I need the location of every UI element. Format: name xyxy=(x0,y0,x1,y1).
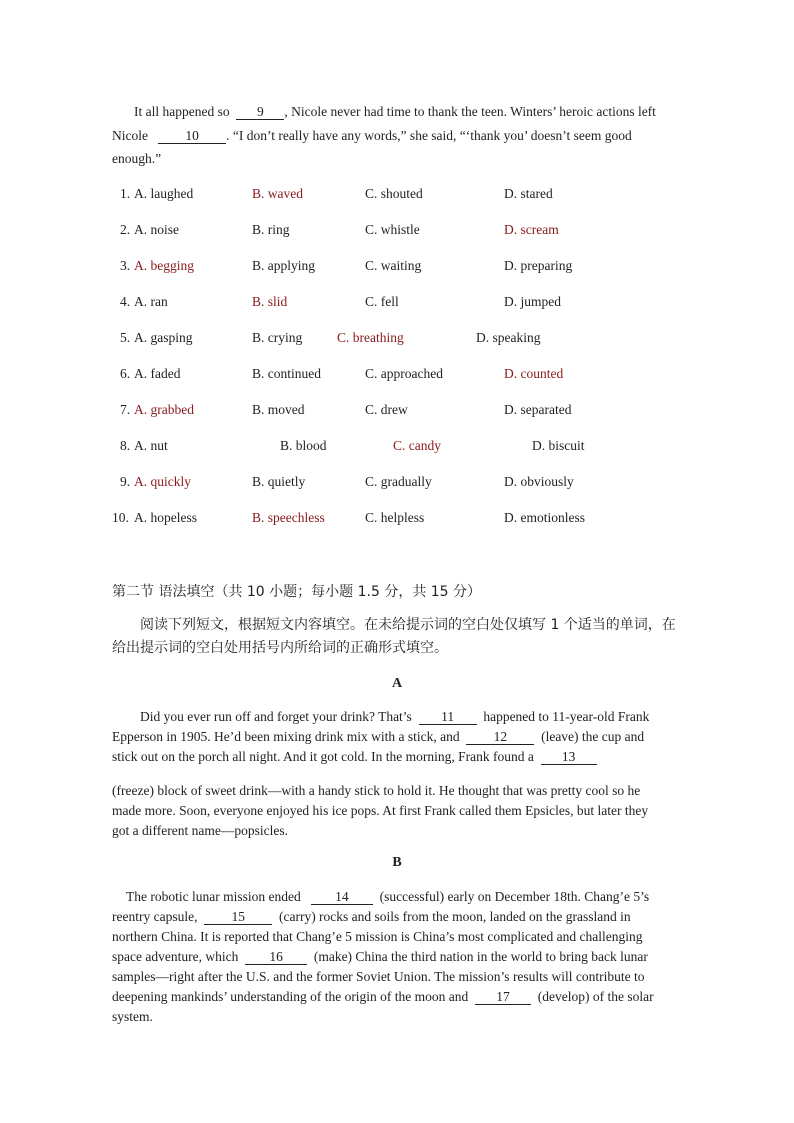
blank-9: 9 xyxy=(236,105,284,120)
option-d: D. preparing xyxy=(504,258,573,273)
passage-line xyxy=(112,987,680,1007)
option-b: B. crying xyxy=(252,330,303,345)
question-row-10 xyxy=(112,510,712,530)
passage-ending xyxy=(112,100,680,171)
option-c: C. candy xyxy=(393,438,441,453)
question-row-8 xyxy=(112,438,712,458)
option-c: C. whistle xyxy=(365,222,420,237)
passage-line xyxy=(126,887,680,907)
passage-line xyxy=(134,100,680,124)
passage-line: enough.” xyxy=(112,151,162,166)
option-a: A. hopeless xyxy=(134,510,197,525)
option-c: C. shouted xyxy=(365,186,423,201)
passage-line: got a different name—popsicles. xyxy=(112,823,288,838)
passage-line: samples—right after the U.S. and the former Soviet Union. The mission’s results will contribute to xyxy=(112,969,645,984)
option-a: A. faded xyxy=(134,366,181,381)
text: It all happened so xyxy=(134,104,230,119)
passage-b-heading: B xyxy=(392,855,402,870)
blank-10: 10 xyxy=(158,129,226,144)
option-c: C. approached xyxy=(365,366,443,381)
question-num: 4. xyxy=(120,294,131,309)
text: Nicole xyxy=(112,127,148,143)
question-num: 7. xyxy=(120,402,131,417)
question-row-1 xyxy=(112,186,712,206)
question-num: 9. xyxy=(120,474,131,489)
option-b: B. blood xyxy=(280,438,327,453)
passage-line xyxy=(112,747,680,767)
option-d: D. emotionless xyxy=(504,510,585,525)
passage-a-lower xyxy=(112,781,680,841)
text: Did you ever run off and forget your drink? That’s xyxy=(140,709,412,724)
question-row-2 xyxy=(112,222,712,242)
text: (make) China the third nation in the world to bring back lunar xyxy=(313,949,648,964)
blank-15: 15 xyxy=(204,910,272,925)
option-b: B. moved xyxy=(252,402,305,417)
passage-b xyxy=(112,887,680,1027)
option-a: A. gasping xyxy=(134,330,193,345)
option-d: D. stared xyxy=(504,186,553,201)
text: (leave) the cup and xyxy=(541,729,645,744)
option-b: B. continued xyxy=(252,366,321,381)
section-title: 第二节 语法填空（共 10 小题；每小题 1.5 分，共 15 分） xyxy=(112,584,482,600)
passage-line xyxy=(112,907,680,927)
option-c: C. breathing xyxy=(337,330,404,345)
text: (carry) rocks and soils from the moon, landed on the grassland in xyxy=(278,909,631,924)
option-d: D. scream xyxy=(504,222,559,237)
question-row-3 xyxy=(112,258,712,278)
text: . “I don’t really have any words,” she said, “‘thank you’ doesn’t seem good xyxy=(226,127,632,143)
question-row-7 xyxy=(112,402,712,422)
question-row-9 xyxy=(112,474,712,494)
question-num: 10. xyxy=(112,510,129,525)
option-d: D. biscuit xyxy=(532,438,585,453)
text: (develop) of the solar xyxy=(537,989,654,1004)
option-d: D. speaking xyxy=(476,330,541,345)
option-d: D. jumped xyxy=(504,294,561,309)
blank-13: 13 xyxy=(541,750,597,765)
option-a: A. laughed xyxy=(134,186,194,201)
text: Epperson in 1905. He’d been mixing drink mix with a stick, and xyxy=(112,729,460,744)
question-num: 6. xyxy=(120,366,131,381)
option-b: B. slid xyxy=(252,294,288,309)
option-c: C. gradually xyxy=(365,474,432,489)
question-num: 3. xyxy=(120,258,131,273)
option-a: A. grabbed xyxy=(134,402,194,417)
blank-12: 12 xyxy=(466,730,534,745)
instruction-line: 给出提示词的空白处用括号内所给词的正确形式填空。 xyxy=(112,640,448,656)
option-c: C. waiting xyxy=(365,258,422,273)
option-a: A. noise xyxy=(134,222,179,237)
passage-line xyxy=(112,947,680,967)
passage-line xyxy=(112,727,680,747)
passage-line: system. xyxy=(112,1009,153,1024)
option-b: B. applying xyxy=(252,258,315,273)
passage-line: (freeze) block of sweet drink—with a handy stick to hold it. He thought that was pretty cool so he xyxy=(112,783,641,798)
option-a: A. nut xyxy=(134,438,168,453)
blank-11: 11 xyxy=(419,710,477,725)
option-a: A. ran xyxy=(134,294,168,309)
text: reentry capsule, xyxy=(112,909,198,924)
passage-line: made more. Soon, everyone enjoyed his ice pops. At first Frank called them Epsicles, but later they xyxy=(112,803,649,818)
option-b: B. quietly xyxy=(252,474,306,489)
blank-14: 14 xyxy=(311,890,373,905)
text: deepening mankinds’ understanding of the origin of the moon and xyxy=(112,989,469,1004)
passage-line xyxy=(112,124,680,148)
passage-a-heading: A xyxy=(391,676,403,691)
text: (successful) early on December 18th. Chang’e 5’s xyxy=(379,889,650,904)
blank-17: 17 xyxy=(475,990,531,1005)
option-b: B. speechless xyxy=(252,510,325,525)
option-d: D. obviously xyxy=(504,474,574,489)
option-d: D. separated xyxy=(504,402,572,417)
blank-16: 16 xyxy=(245,950,307,965)
question-num: 1. xyxy=(120,186,131,201)
option-b: B. waved xyxy=(252,186,303,201)
option-c: C. fell xyxy=(365,294,399,309)
option-d: D. counted xyxy=(504,366,564,381)
option-c: C. drew xyxy=(365,402,408,417)
text: The robotic lunar mission ended xyxy=(126,889,301,904)
text: , Nicole never had time to thank the teen. Winters’ heroic actions left xyxy=(284,104,656,119)
question-num: 8. xyxy=(120,438,131,453)
option-a: A. quickly xyxy=(134,474,191,489)
passage-a-upper xyxy=(112,707,680,767)
question-row-5 xyxy=(112,330,712,350)
question-row-4 xyxy=(112,294,712,314)
text: stick out on the porch all night. And it got cold. In the morning, Frank found a xyxy=(112,749,534,764)
passage-line: northern China. It is reported that Chang’e 5 mission is China’s most complicated and challenging xyxy=(112,929,643,944)
question-num: 2. xyxy=(120,222,131,237)
option-b: B. ring xyxy=(252,222,290,237)
passage-line xyxy=(140,707,680,727)
section-instructions xyxy=(112,614,682,660)
question-num: 5. xyxy=(120,330,131,345)
option-c: C. helpless xyxy=(365,510,425,525)
instruction-line: 阅读下列短文，根据短文内容填空。在未给提示词的空白处仅填写 1 个适当的单词，在 xyxy=(140,617,676,633)
text: happened to 11-year-old Frank xyxy=(483,709,650,724)
text: space adventure, which xyxy=(112,949,239,964)
question-row-6 xyxy=(112,366,712,386)
option-a: A. begging xyxy=(134,258,194,273)
